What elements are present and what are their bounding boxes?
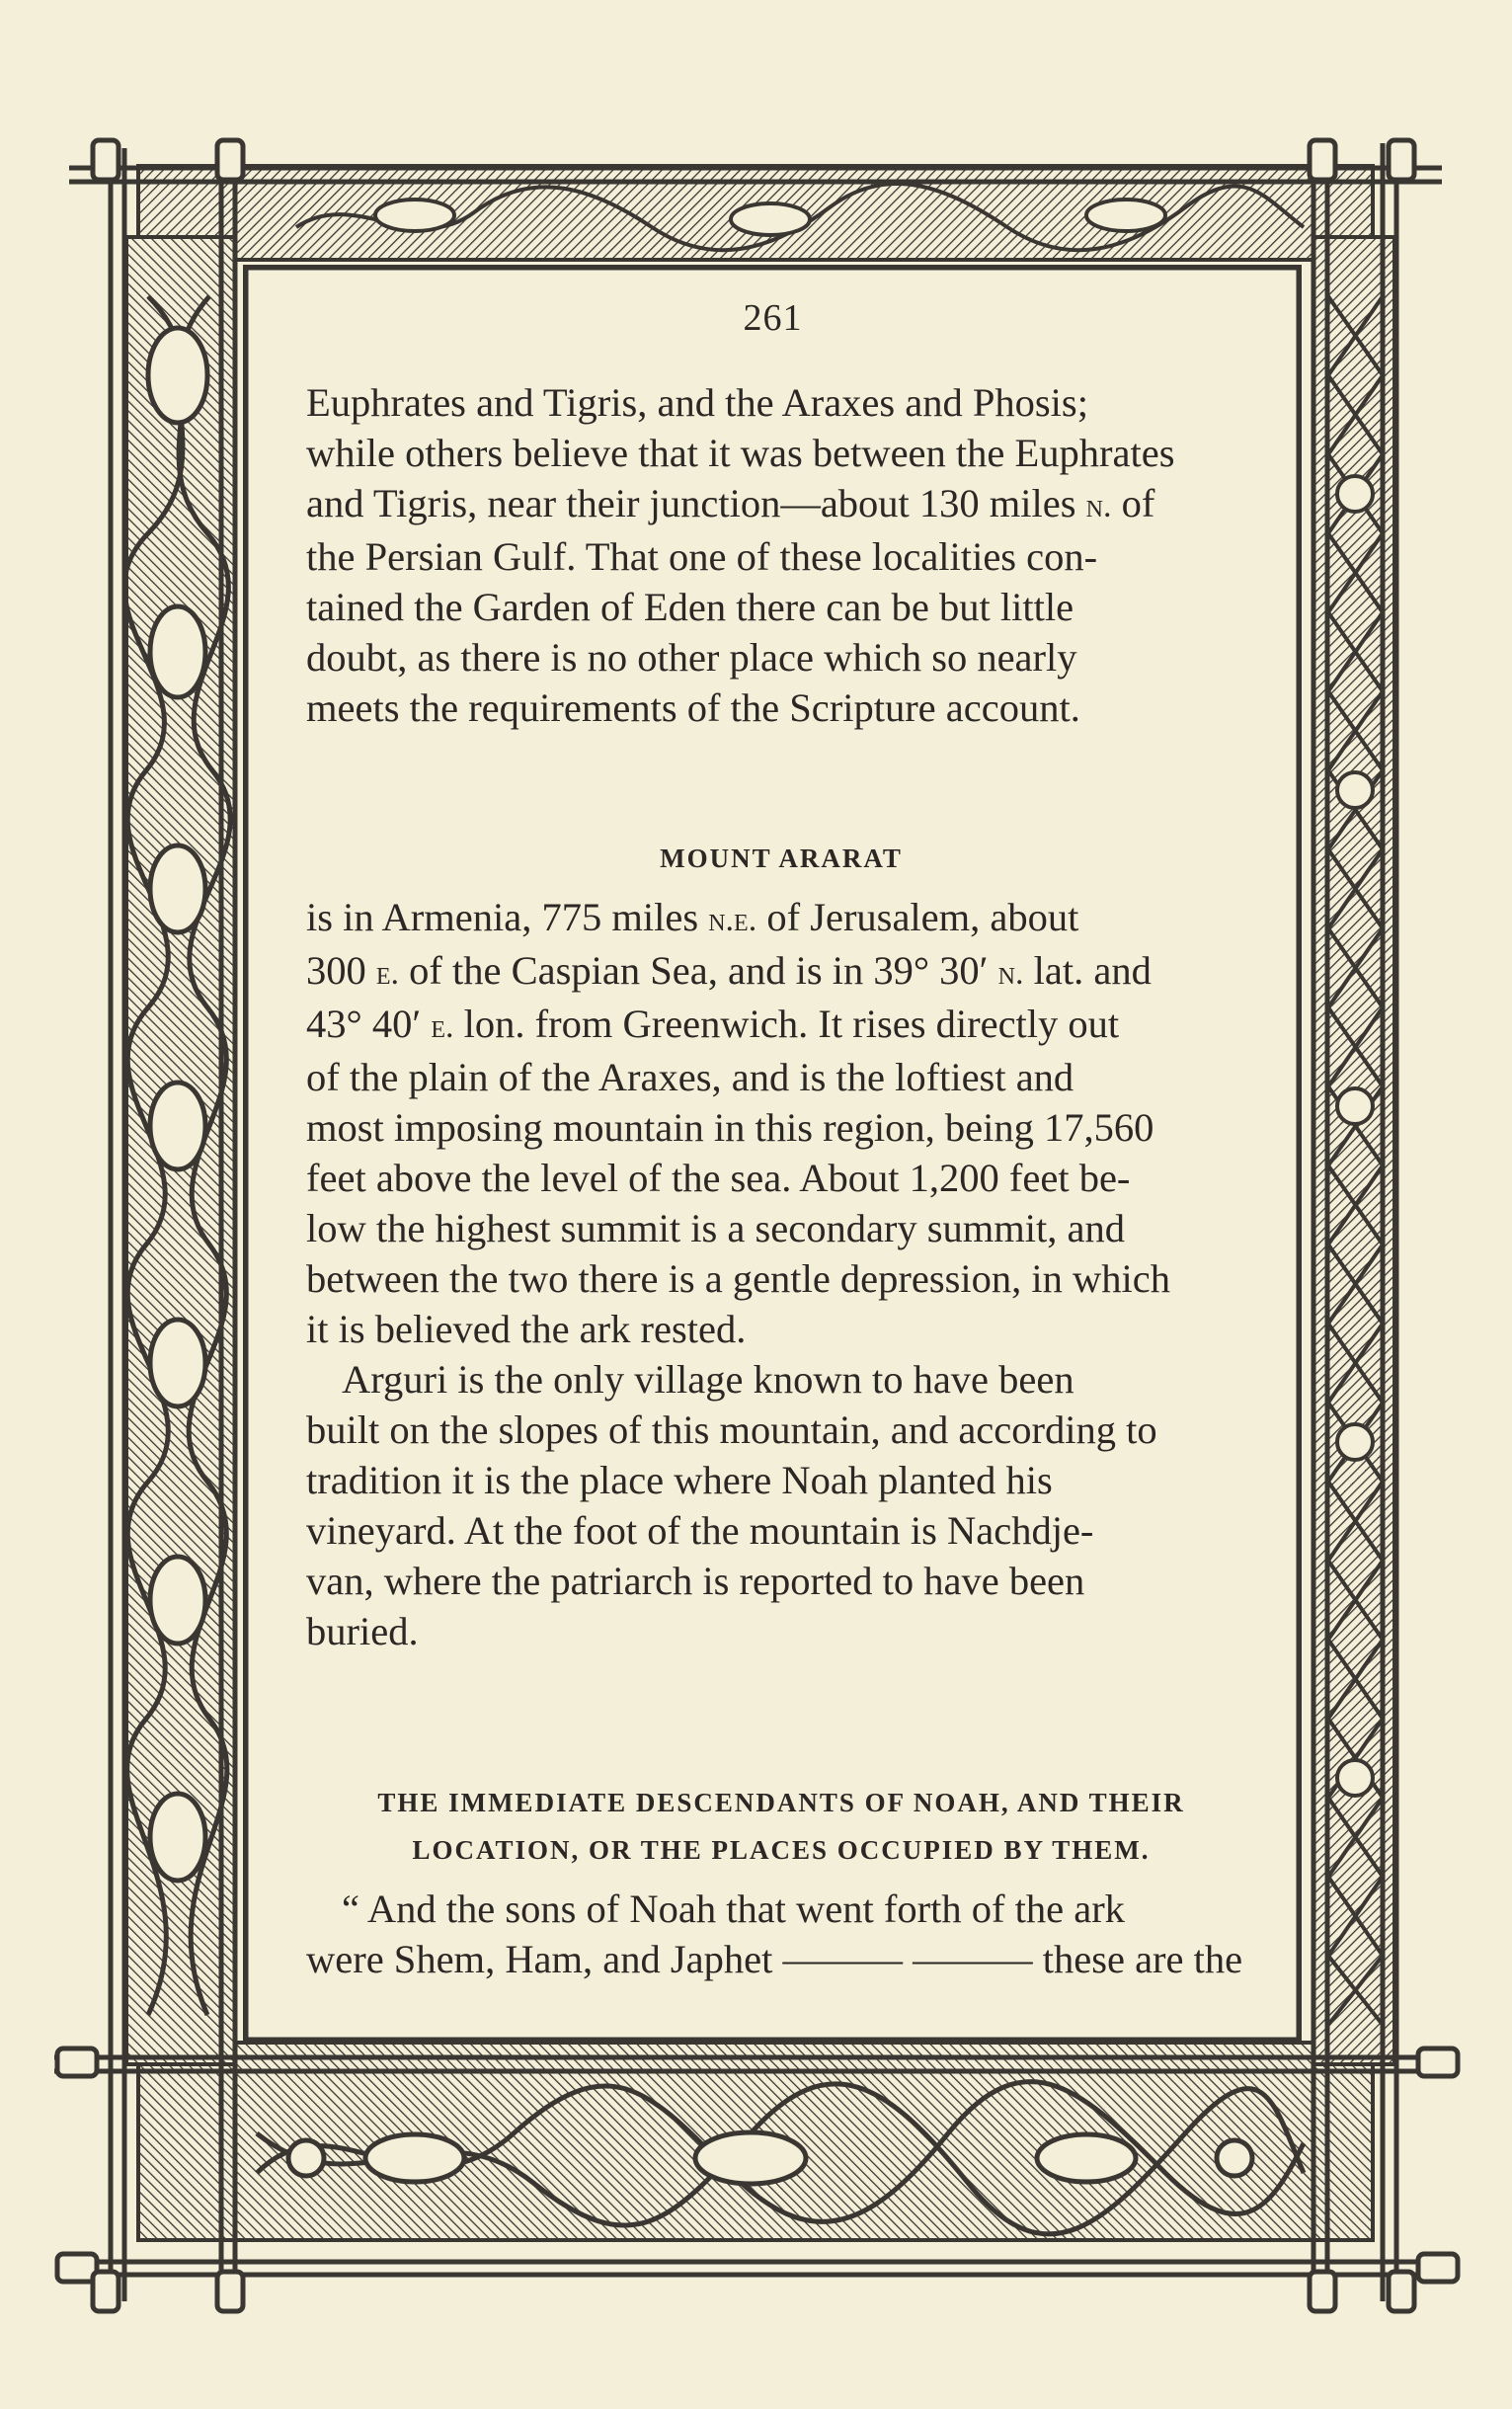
line: it is believed the ark rested. xyxy=(306,1307,747,1351)
line: buried. xyxy=(306,1609,419,1653)
text: were Shem, Ham, and Japhet xyxy=(306,1937,773,1981)
line: built on the slopes of this mountain, and according to xyxy=(306,1407,1157,1452)
section-heading-mount-ararat: MOUNT ARARAT xyxy=(660,843,903,873)
dash: ——— ——— xyxy=(782,1937,1033,1981)
line: tradition it is the place where Noah planted his xyxy=(306,1458,1053,1502)
line: tained the Garden of Eden there can be but little xyxy=(306,585,1074,629)
text: of Jerusalem, about xyxy=(766,895,1079,939)
text-column xyxy=(306,377,1256,1984)
line: the Persian Gulf. That one of these localities con- xyxy=(306,534,1098,579)
line: van, where the patriarch is reported to have been xyxy=(306,1559,1085,1603)
text-panel xyxy=(247,269,1299,2037)
page-number: 261 xyxy=(743,297,803,339)
abbrev: n. xyxy=(1085,488,1112,524)
line: Arguri is the only village known to have been xyxy=(342,1357,1074,1402)
abbrev: n. xyxy=(997,955,1024,992)
text: lon. from Greenwich. It rises directly out xyxy=(463,1002,1120,1046)
paragraph-eden xyxy=(306,377,1256,733)
abbrev: e. xyxy=(431,1008,454,1045)
line: of xyxy=(1121,481,1155,525)
line: low the highest summit is a secondary summit, and xyxy=(306,1206,1126,1250)
text: 43° 40′ xyxy=(306,1002,422,1046)
text: lat. and xyxy=(1033,948,1152,993)
line: meets the requirements of the Scripture account. xyxy=(306,685,1080,730)
paragraph-ararat xyxy=(306,892,1256,1354)
line: doubt, as there is no other place which so nearly xyxy=(306,635,1077,680)
paragraph-arguri xyxy=(306,1354,1256,1656)
line: vineyard. At the foot of the mountain is Nachdje- xyxy=(306,1508,1094,1553)
line: “ And the sons of Noah that went forth of the ark xyxy=(342,1887,1125,1931)
line: Euphrates and Tigris, and the Araxes and Phosis; xyxy=(306,380,1088,425)
section-heading-noah-location: LOCATION, OR THE PLACES OCCUPIED BY THEM. xyxy=(412,1835,1151,1865)
text: 300 xyxy=(306,948,366,993)
paragraph-quote xyxy=(306,1884,1256,1984)
text: these are the xyxy=(1042,1937,1243,1981)
abbrev: n.e. xyxy=(708,902,757,938)
line: most imposing mountain in this region, being 17,560 xyxy=(306,1105,1154,1150)
text: is in Armenia, 775 miles xyxy=(306,895,699,939)
text: of the Caspian Sea, and is in 39° 30′ xyxy=(409,948,989,993)
line: of the plain of the Araxes, and is the loftiest and xyxy=(306,1055,1074,1099)
line: feet above the level of the sea. About 1,200 feet be- xyxy=(306,1156,1131,1200)
line: while others believe that it was between the Euphrates xyxy=(306,431,1175,475)
section-heading-noah-descendants: THE IMMEDIATE DESCENDANTS OF NOAH, AND THEIR xyxy=(377,1788,1185,1817)
line: between the two there is a gentle depression, in which xyxy=(306,1256,1170,1301)
abbrev: e. xyxy=(375,955,400,992)
line: and Tigris, near their junction—about 130 miles xyxy=(306,481,1076,525)
